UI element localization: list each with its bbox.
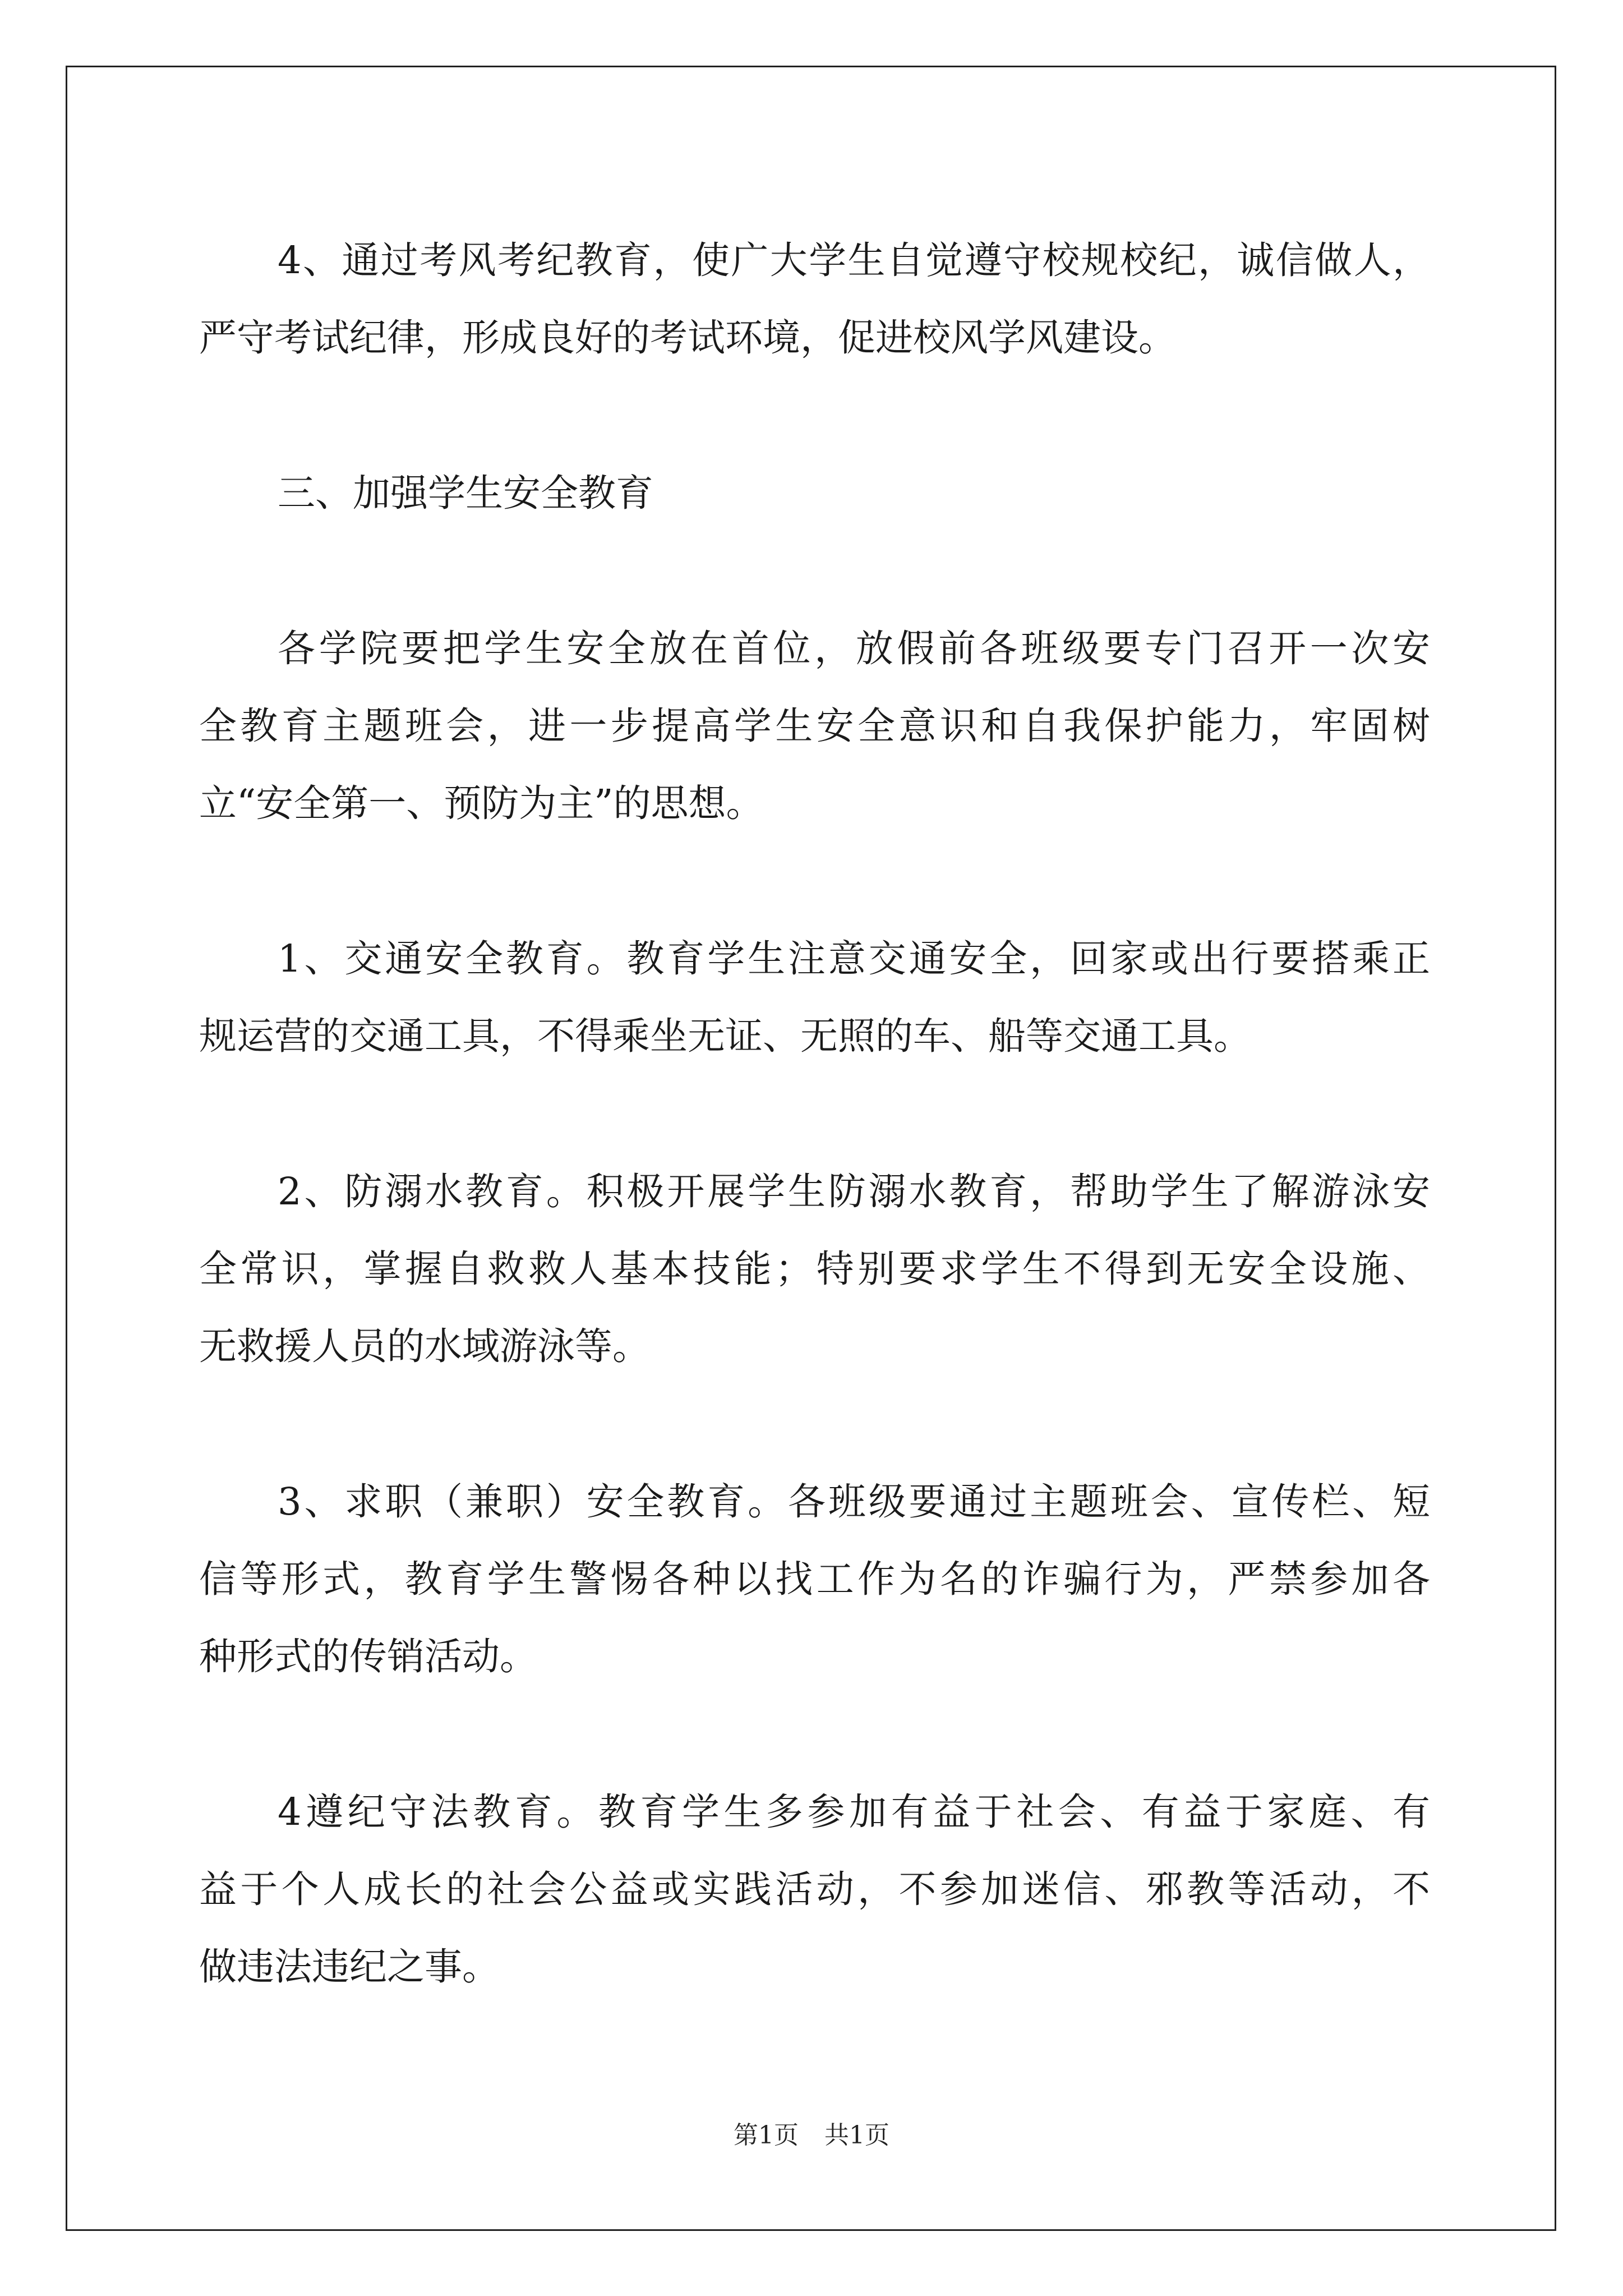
document-body [199, 222, 1430, 2005]
text-line: 4遵纪守法教育。教育学生多参加有益于社会、有益于家庭、有 [278, 1790, 1430, 1834]
page-number: 第1页 [734, 2121, 799, 2150]
page-total: 共1页 [824, 2121, 889, 2150]
page-footer [0, 2115, 1623, 2151]
text-line: 4、通过考风考纪教育，使广大学生自觉遵守校规校纪，诚信做人， [278, 238, 1430, 282]
text-line: 做违法违纪之事。 [199, 1945, 500, 1989]
paragraph [199, 610, 1430, 842]
paragraph [199, 1773, 1430, 2005]
text-line: 规运营的交通工具，不得乘坐无证、无照的车、船等交通工具。 [199, 1014, 1251, 1058]
text-line: 无救援人员的水域游泳等。 [199, 1324, 650, 1368]
text-line: 种形式的传销活动。 [199, 1635, 537, 1678]
text-line: 立“安全第一、预防为主”的思想。 [199, 781, 764, 825]
paragraph [199, 222, 1430, 376]
text-line: 2、防溺水教育。积极开展学生防溺水教育，帮助学生了解游泳安 [278, 1170, 1430, 1213]
text-line: 信等形式，教育学生警惕各种以找工作为名的诈骗行为，严禁参加各 [199, 1557, 1430, 1601]
text-line: 3、求职（兼职）安全教育。各班级要通过主题班会、宣传栏、短 [278, 1480, 1430, 1524]
text-line: 全常识，掌握自救救人基本技能；特别要求学生不得到无安全设施、 [199, 1247, 1430, 1291]
paragraph [199, 920, 1430, 1075]
text-line: 1、交通安全教育。教育学生注意交通安全，回家或出行要搭乘正 [278, 937, 1430, 981]
text-line: 严守考试纪律，形成良好的考试环境，促进校风学风建设。 [199, 316, 1176, 360]
paragraph [199, 1463, 1430, 1695]
heading-line: 三、加强学生安全教育 [278, 471, 653, 515]
text-line: 全教育主题班会，进一步提高学生安全意识和自我保护能力，牢固树 [199, 704, 1430, 748]
paragraph [199, 1153, 1430, 1385]
text-line: 益于个人成长的社会公益或实践活动，不参加迷信、邪教等活动，不 [199, 1867, 1430, 1911]
text-line: 各学院要把学生安全放在首位，放假前各班级要专门召开一次安 [278, 627, 1430, 670]
section-heading [199, 454, 1430, 532]
